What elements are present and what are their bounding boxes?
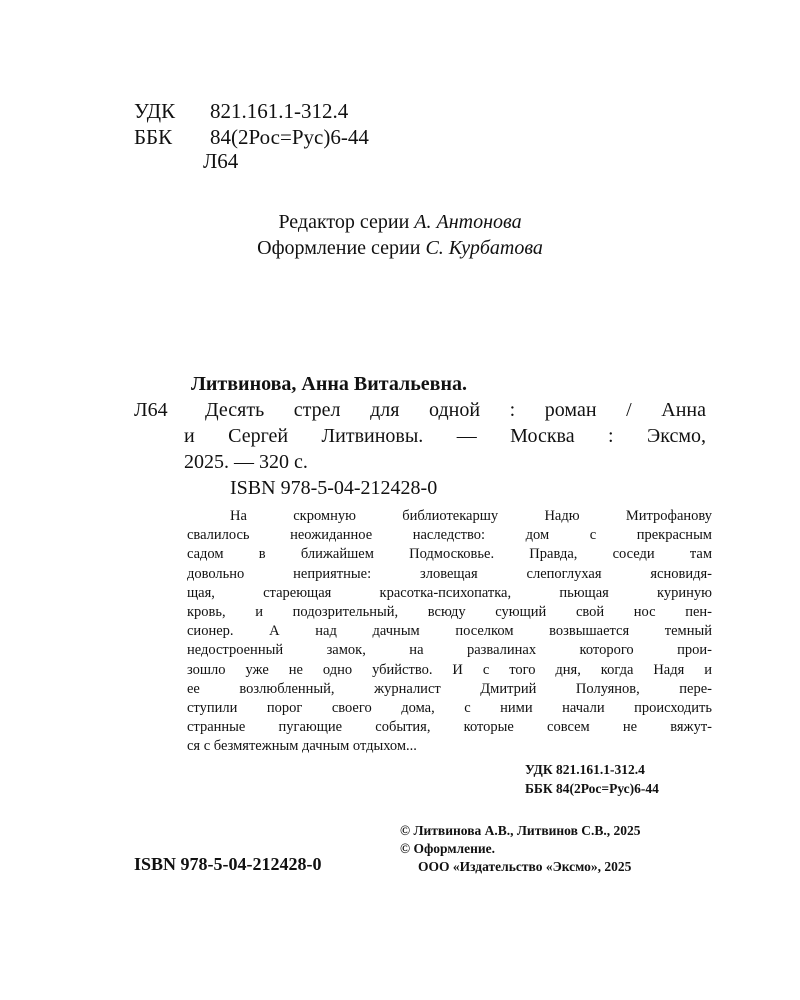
author-mark: Л64 xyxy=(203,149,239,173)
series-design-name: С. Курбатова xyxy=(425,237,543,259)
annotation-line: свалилось неожиданное наследство: дом с прекрасным xyxy=(187,527,712,544)
bib-line-3: 2025. — 320 с. xyxy=(184,451,308,473)
series-editor-prefix: Редактор серии xyxy=(278,211,410,233)
author-heading: Литвинова, Анна Витальевна. xyxy=(191,373,467,395)
footer-udk: УДК 821.161.1-312.4 xyxy=(525,762,645,777)
series-design-line xyxy=(0,235,800,261)
annotation-line: странные пугающие события, которые совсем не вяжут- xyxy=(187,719,712,736)
annotation-line: На скромную библиотекаршу Надю Митрофанову xyxy=(230,508,712,524)
annotation-line: кровь, и подозрительный, всюду сующий свой нос пен- xyxy=(187,604,712,621)
bib-line-2: и Сергей Литвиновы. — Москва : Эксмо, xyxy=(184,425,706,447)
annotation-line: довольно неприятные: зловещая слепоглухая ясновидя- xyxy=(187,565,712,582)
bbk-label: ББК xyxy=(134,125,173,149)
annotation-line: садом в ближайшем Подмосковье. Правда, соседи там xyxy=(187,546,712,563)
udk-label: УДК xyxy=(134,99,176,123)
annotation-line: ся с безмятежным дачным отдыхом... xyxy=(187,738,417,755)
bbk-value: 84(2Рос=Рус)6-44 xyxy=(210,125,369,149)
annotation-line: сионер. А над дачным поселком возвышается темный xyxy=(187,623,712,640)
annotation-line: зошло уже не одно убийство. И с того дня, когда Надя и xyxy=(187,661,712,678)
footer-isbn: ISBN 978-5-04-212428-0 xyxy=(134,854,322,874)
series-editor-line xyxy=(0,209,800,235)
annotation-line: ступили порог своего дома, с ними начали происходить xyxy=(187,700,712,717)
udk-value: 821.161.1-312.4 xyxy=(210,99,349,123)
copyright-authors: © Литвинова А.В., Литвинов С.В., 2025 xyxy=(400,823,641,838)
copyright-design: © Оформление. xyxy=(400,841,496,856)
annotation xyxy=(187,507,712,757)
series-editor-name: А. Антонова xyxy=(414,211,522,233)
footer-bbk: ББК 84(2Рос=Рус)6-44 xyxy=(525,781,659,796)
copyright-publisher: ООО «Издательство «Эксмо», 2025 xyxy=(418,859,632,874)
annotation-line: недостроенный замок, на развалинах которого прои- xyxy=(187,642,712,659)
isbn: ISBN 978-5-04-212428-0 xyxy=(230,477,438,499)
series-design-prefix: Оформление серии xyxy=(257,237,421,259)
bib-author-mark: Л64 xyxy=(134,399,168,421)
annotation-line: ее возлюбленный, журналист Дмитрий Полуянов, пере- xyxy=(187,680,712,697)
bib-line-1: Десять стрел для одной : роман / Анна xyxy=(205,399,706,421)
annotation-line: щая, стареющая красотка-психопатка, пьющая куриную xyxy=(187,584,712,601)
